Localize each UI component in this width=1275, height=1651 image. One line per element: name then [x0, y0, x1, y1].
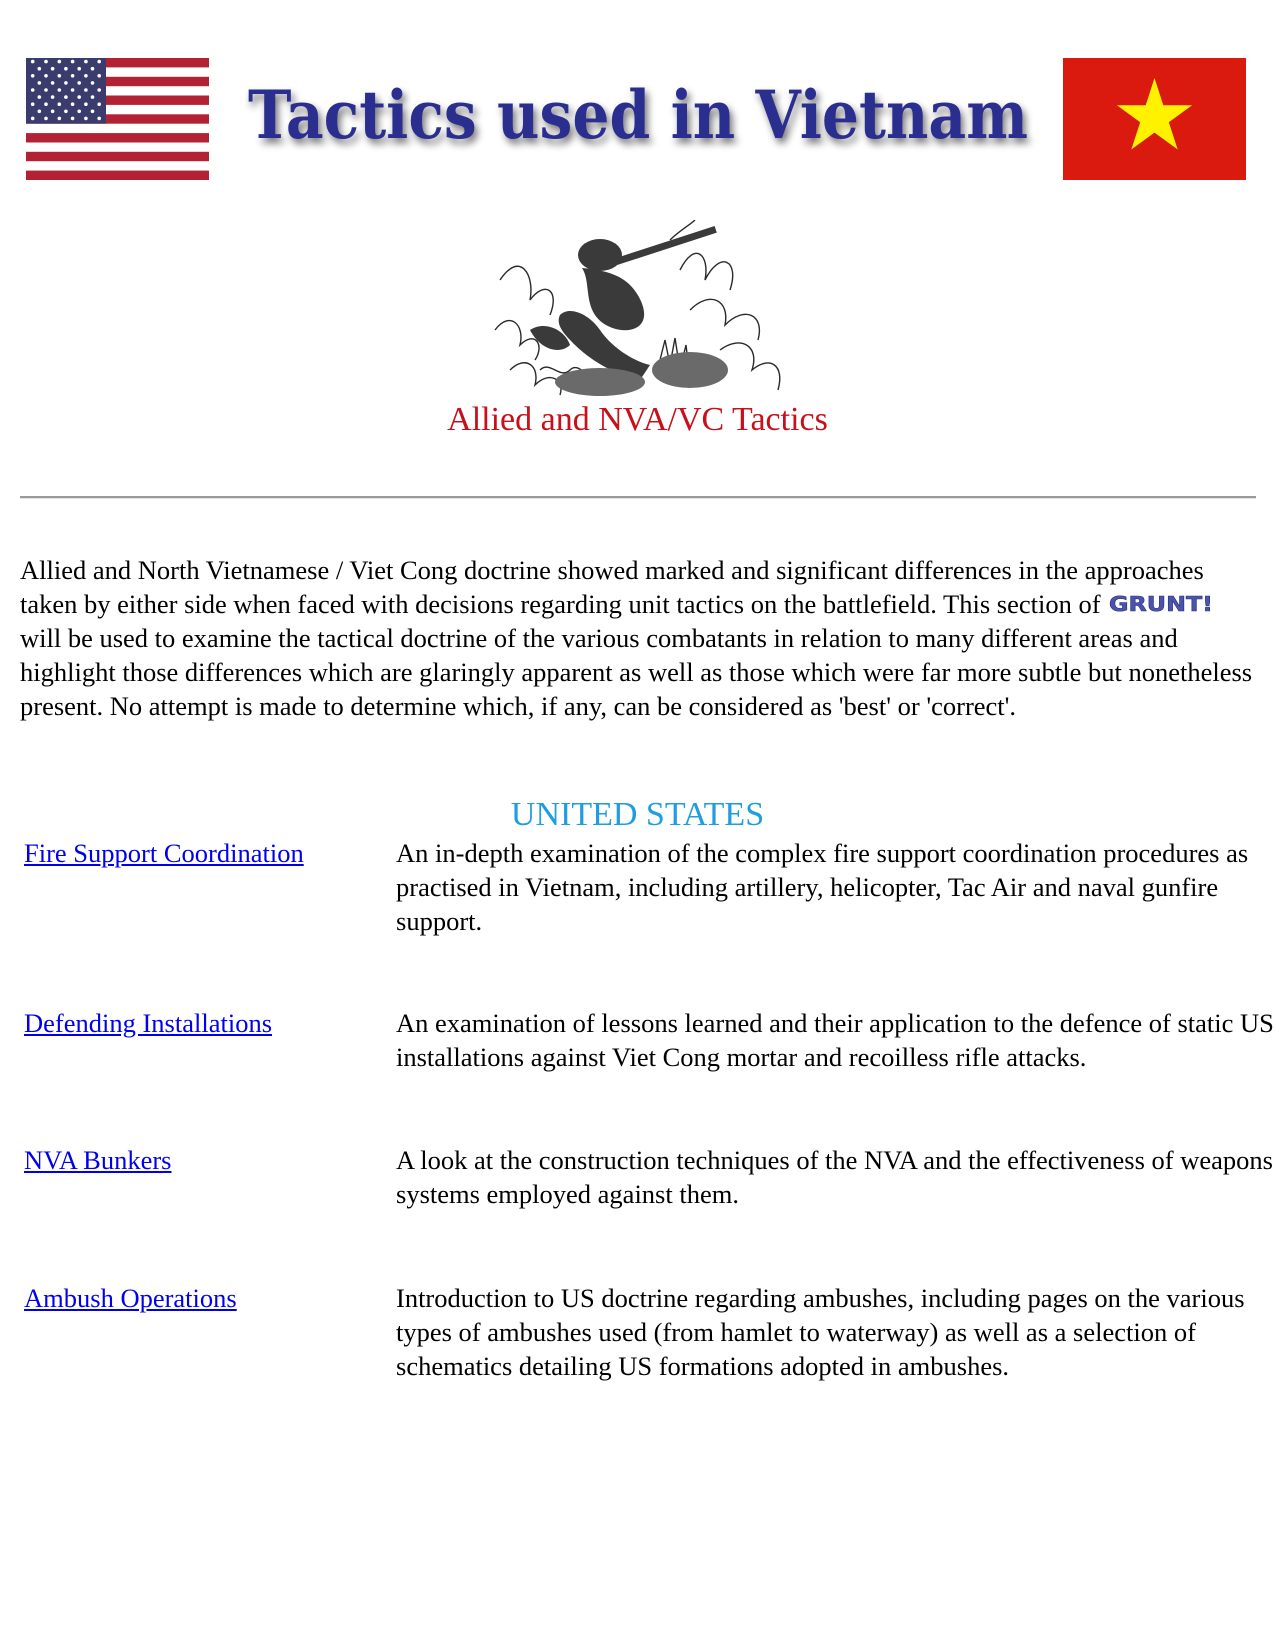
us-flag-star: [31, 117, 35, 121]
grunt-logo: [1107, 590, 1217, 616]
nva-bunkers-link[interactable]: NVA Bunkers: [24, 1145, 172, 1175]
us-flag-star: [31, 60, 35, 64]
banner-title: [219, 58, 1057, 180]
grunt-logo-text: GRUNT!: [1108, 592, 1213, 616]
us-flag-star: [51, 95, 55, 99]
us-flag-star: [38, 110, 42, 114]
us-flag-star: [84, 74, 88, 78]
us-flag-star: [91, 110, 95, 114]
nva-bunkers-description: A look at the construction techniques of the NVA and the effectiveness of weapons systems employed against them.: [396, 1145, 1273, 1209]
us-flag-star: [77, 110, 81, 114]
ambush-operations-description: Introduction to US doctrine regarding ambushes, including pages on the various types of ambushes used (from hamlet to waterway) as well as a selection of schematics detailing US formations adopted in ambushes.: [396, 1283, 1245, 1381]
us-flag-star: [97, 74, 101, 78]
section-heading-united-states: UNITED STATES: [510, 796, 765, 833]
vietnam-flag-icon: [1063, 58, 1246, 180]
us-flag-star: [84, 88, 88, 92]
intro-text-end: will be used to examine the tactical doctrine of the various combatants in relation to many different areas and highlight those differences which are glaringly apparent as well as those which were far more subtle but nonetheless present. No attempt is made to determine which, if any, can be considered as 'best' or 'correct'.: [20, 623, 1253, 721]
us-flag-star: [97, 117, 101, 121]
us-flag-star: [44, 88, 48, 92]
banner-title-text: Tactics used in Vietnam: [248, 76, 1028, 154]
us-flag-star: [51, 67, 55, 71]
us-flag-star: [64, 67, 68, 71]
us-flag-star: [97, 60, 101, 64]
us-flag-star: [58, 102, 62, 106]
us-flag-star: [38, 95, 42, 99]
page-banner: [26, 58, 1246, 180]
defending-installations-link[interactable]: Defending Installations: [24, 1008, 273, 1038]
us-flag-star: [44, 102, 48, 106]
us-flag-star: [51, 110, 55, 114]
us-flag-star: [44, 117, 48, 121]
defending-installations-description: An examination of lessons learned and their application to the defence of static US installations against Viet Cong mortar and recoilless rifle attacks.: [396, 1008, 1274, 1072]
ambush-operations-link[interactable]: Ambush Operations: [24, 1283, 237, 1313]
us-flag-star: [91, 81, 95, 85]
us-flag-star: [58, 117, 62, 121]
page-subtitle: Allied and NVA/VC Tactics: [447, 401, 828, 438]
us-flag-star: [71, 88, 75, 92]
us-flag-star: [77, 67, 81, 71]
us-flag-star: [71, 117, 75, 121]
us-flag-star: [97, 102, 101, 106]
us-flag-star: [64, 81, 68, 85]
us-flag-star: [58, 74, 62, 78]
soldier-illustration: [490, 220, 790, 400]
us-flag-star: [31, 102, 35, 106]
us-flag-star: [58, 60, 62, 64]
us-flag-star: [84, 117, 88, 121]
fire-support-coordination-link[interactable]: Fire Support Coordination: [24, 838, 304, 868]
us-flag-star: [91, 95, 95, 99]
us-flag-star: [71, 74, 75, 78]
us-flag-star: [44, 60, 48, 64]
us-flag-star: [97, 88, 101, 92]
us-flag-star: [58, 88, 62, 92]
us-flag-star: [64, 110, 68, 114]
us-flag-star: [51, 81, 55, 85]
us-flag-star: [64, 95, 68, 99]
us-flag-star: [31, 88, 35, 92]
us-flag-star: [84, 102, 88, 106]
us-flag-star: [31, 74, 35, 78]
us-flag-star: [71, 60, 75, 64]
us-flag-star: [38, 81, 42, 85]
us-flag-star: [84, 60, 88, 64]
horizontal-divider: [20, 496, 1256, 499]
us-flag-star: [77, 95, 81, 99]
us-flag-star: [77, 81, 81, 85]
us-flag-star: [91, 67, 95, 71]
intro-text-start: Allied and North Vietnamese / Viet Cong doctrine showed marked and significant differences in the approaches taken by either side when faced with decisions regarding unit tactics on the battlefield. This section of: [20, 555, 1204, 619]
intro-paragraph: [20, 553, 1256, 723]
us-flag-star: [71, 102, 75, 106]
us-flag-icon: [26, 58, 209, 180]
us-flag-star: [38, 67, 42, 71]
us-flag-star: [44, 74, 48, 78]
fire-support-coordination-description: An in-depth examination of the complex fire support coordination procedures as practised in Vietnam, including artillery, helicopter, Tac Air and naval gunfire support.: [396, 838, 1249, 936]
